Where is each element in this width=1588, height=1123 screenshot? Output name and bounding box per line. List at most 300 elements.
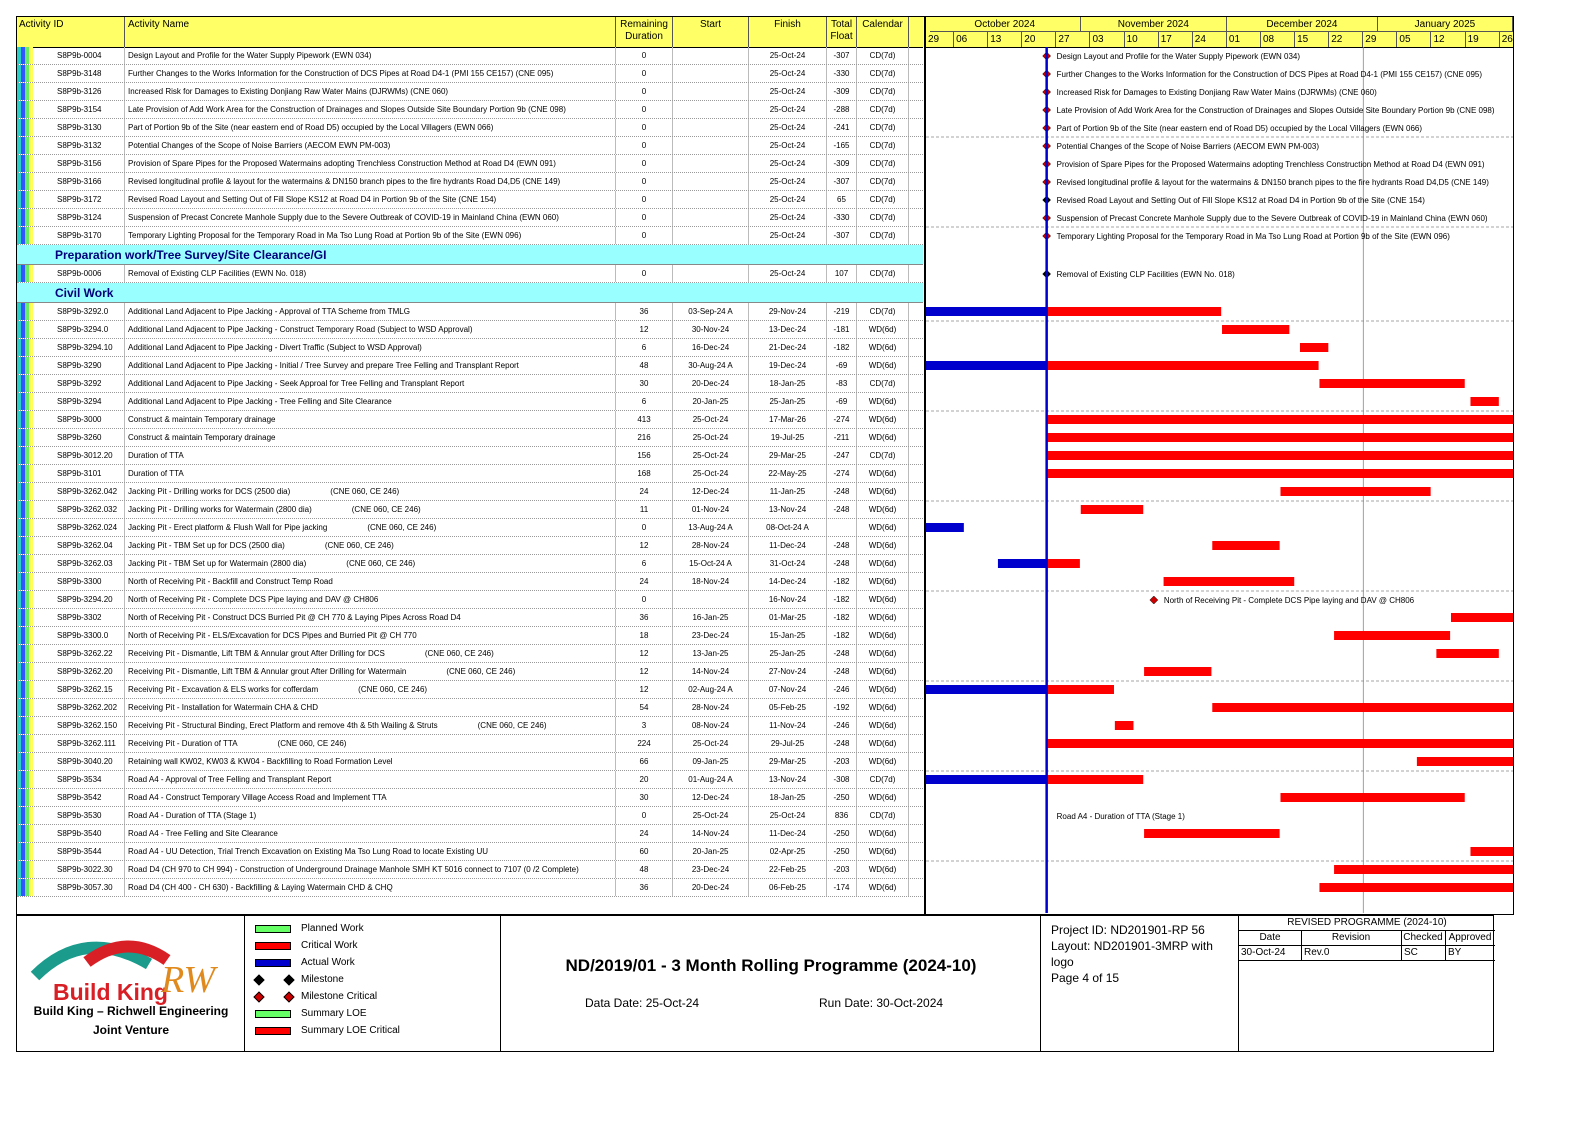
calendar: WD(6d) (857, 861, 909, 878)
table-row[interactable] (17, 825, 923, 843)
finish-date: 25-Oct-24 (749, 191, 827, 208)
table-row[interactable] (17, 393, 923, 411)
legend-label: Actual Work (301, 957, 355, 968)
table-row[interactable] (17, 303, 923, 321)
finish-date: 31-Oct-24 (749, 555, 827, 572)
revision-title: REVISED PROGRAMME (2024-10) (1239, 916, 1495, 931)
critical-work-bar (1144, 829, 1280, 838)
calendar: CD(7d) (857, 771, 909, 788)
critical-work-bar (1470, 397, 1498, 406)
calendar: CD(7d) (857, 807, 909, 824)
start-date: 30-Nov-24 (673, 321, 749, 338)
timescale-week: 24 (1193, 32, 1227, 47)
finish-date: 25-Jan-25 (749, 393, 827, 410)
table-row[interactable] (17, 807, 923, 825)
finish-date: 11-Dec-24 (749, 825, 827, 842)
total-float: -241 (827, 119, 857, 136)
activity-id: S8P9b-3300 (33, 573, 125, 590)
finish-date: 25-Oct-24 (749, 227, 827, 244)
finish-date: 25-Oct-24 (749, 265, 827, 282)
table-row[interactable] (17, 537, 923, 555)
activity-id: S8P9b-3156 (33, 155, 125, 172)
start-date: 12-Dec-24 (673, 789, 749, 806)
rev-checked: SC (1404, 947, 1418, 958)
activity-name (125, 555, 616, 572)
activity-id: S8P9b-3534 (33, 771, 125, 788)
finish-date: 25-Oct-24 (749, 155, 827, 172)
timescale-week: 27 (1056, 32, 1090, 47)
critical-work-bar (1470, 847, 1513, 856)
critical-work-bar (1164, 577, 1295, 586)
activity-id: S8P9b-3530 (33, 807, 125, 824)
col-header-id[interactable]: Activity ID (17, 17, 125, 47)
finish-date: 25-Oct-24 (749, 83, 827, 100)
activity-id: S8P9b-0006 (33, 265, 125, 282)
table-row[interactable] (17, 609, 923, 627)
activity-id: S8P9b-3294.10 (33, 339, 125, 356)
activity-table (17, 17, 923, 914)
activity-id: S8P9b-3262.03 (33, 555, 125, 572)
wbs-band[interactable] (17, 283, 923, 303)
wbs-band-label: Preparation work/Tree Survey/Site Clearance/GI (55, 248, 327, 262)
table-row[interactable] (17, 771, 923, 789)
activity-reference: (CNE 060, CE 246) (351, 505, 421, 514)
timescale-month: October 2024 (930, 17, 1081, 32)
activity-name (125, 483, 616, 500)
bar-label: Potential Changes of the Scope of Noise Barriers (AECOM EWN PM-003) (1056, 142, 1319, 151)
table-row[interactable] (17, 137, 923, 155)
start-date: 13-Aug-24 A (673, 519, 749, 536)
remaining-duration: 224 (616, 735, 673, 752)
activity-name: Road D4 (CH 970 to CH 994) - Construction of Underground Drainage Manhole SMH KT 5016 connect to 7107 (0 /2 Complete) (125, 861, 616, 878)
table-row[interactable] (17, 65, 923, 83)
bar-label: North of Receiving Pit - Complete DCS Pipe laying and DAV @ CH806 (1163, 596, 1415, 605)
timescale-month: November 2024 (1081, 17, 1227, 32)
remaining-duration: 12 (616, 321, 673, 338)
rev-number: Rev.0 (1304, 947, 1330, 958)
legend-milestone-swatch (255, 976, 291, 984)
table-row[interactable] (17, 375, 923, 393)
critical-work-bar (1436, 649, 1498, 658)
total-float: -203 (827, 753, 857, 770)
calendar: WD(6d) (857, 753, 909, 770)
legend-item (255, 990, 377, 1004)
table-row[interactable] (17, 155, 923, 173)
total-float: -174 (827, 879, 857, 896)
activity-reference: (CNE 060, CE 246) (330, 487, 400, 496)
legend-label: Summary LOE (301, 1008, 367, 1019)
calendar: CD(7d) (857, 137, 909, 154)
activity-name: Revised Road Layout and Setting Out of Fill Slope KS12 at Road D4 in Portion 9b of the Site (CNE 154) (125, 191, 616, 208)
calendar: CD(7d) (857, 209, 909, 226)
total-float: -307 (827, 173, 857, 190)
col-header-name[interactable]: Activity Name (125, 17, 616, 47)
calendar: WD(6d) (857, 609, 909, 626)
critical-work-bar (1047, 559, 1080, 568)
activity-name (125, 501, 616, 518)
programme-title: ND/2019/01 - 3 Month Rolling Programme (2024-10) (565, 956, 977, 975)
legend-item (255, 1007, 367, 1021)
start-date: 20-Dec-24 (673, 879, 749, 896)
remaining-duration: 12 (616, 645, 673, 662)
total-float: 65 (827, 191, 857, 208)
activity-name: Part of Portion 9b of the Site (near eastern end of Road D5) occupied by the Local Villagers (EWN 066) (125, 119, 616, 136)
start-date: 09-Jan-25 (673, 753, 749, 770)
timescale-month: January 2025 (1378, 17, 1513, 32)
critical-work-bar (1047, 307, 1222, 316)
remaining-duration: 0 (616, 101, 673, 118)
timescale-week: 22 (1329, 32, 1363, 47)
activity-name-text: Receiving Pit - Dismantle, Lift TBM & Annular grout After Drilling for Watermain (128, 667, 407, 676)
calendar: WD(6d) (857, 501, 909, 518)
timescale-header (926, 17, 1514, 48)
finish-date: 15-Jan-25 (749, 627, 827, 644)
activity-name: Late Provision of Add Work Area for the Construction of Drainages and Slopes Outside Site Boundary Portion 9b (CNE 098) (125, 101, 616, 118)
activity-name-text: Jacking Pit - Drilling works for DCS (2500 dia) (128, 487, 291, 496)
remaining-duration: 0 (616, 227, 673, 244)
timescale-week: 03 (1091, 32, 1125, 47)
finish-date: 25-Oct-24 (749, 209, 827, 226)
activity-id: S8P9b-3262.150 (33, 717, 125, 734)
table-row[interactable] (17, 879, 923, 897)
total-float: 107 (827, 265, 857, 282)
col-header-calendar[interactable]: Calendar (857, 17, 909, 47)
activity-id: S8P9b-3148 (33, 65, 125, 82)
activity-id: S8P9b-3292 (33, 375, 125, 392)
table-row[interactable] (17, 339, 923, 357)
bar-label: Revised Road Layout and Setting Out of Fill Slope KS12 at Road D4 in Portion 9b of the Site (CNE 154) (1056, 196, 1425, 205)
bar-label: Part of Portion 9b of the Site (near eastern end of Road D5) occupied by the Local Villagers (EWN 066) (1056, 124, 1423, 133)
col-header-total-float[interactable]: Total Float (827, 17, 857, 47)
finish-date: 18-Jan-25 (749, 789, 827, 806)
table-row[interactable] (17, 119, 923, 137)
table-row[interactable] (17, 265, 923, 283)
start-date (673, 227, 749, 244)
finish-date: 19-Jul-25 (749, 429, 827, 446)
logo-box (17, 916, 245, 1051)
start-date: 30-Aug-24 A (673, 357, 749, 374)
start-date: 25-Oct-24 (673, 807, 749, 824)
milestone-critical (1150, 596, 1158, 604)
legend (245, 916, 501, 1051)
critical-work-bar (1417, 757, 1513, 766)
schedule-sheet (16, 16, 1514, 1074)
table-row[interactable] (17, 47, 923, 65)
start-date (673, 137, 749, 154)
critical-work-bar (1047, 361, 1319, 370)
legend-swatch (255, 1027, 291, 1035)
table-row[interactable] (17, 717, 923, 735)
calendar: WD(6d) (857, 321, 909, 338)
activity-id: S8P9b-3012.20 (33, 447, 125, 464)
calendar: WD(6d) (857, 789, 909, 806)
table-row[interactable] (17, 645, 923, 663)
critical-work-bar (1047, 451, 1513, 460)
start-date (673, 65, 749, 82)
start-date (673, 101, 749, 118)
activity-id: S8P9b-3040.20 (33, 753, 125, 770)
bar-label: Increased Risk for Damages to Existing Donjiang Raw Water Mains (DJRWMs) (CNE 060) (1056, 88, 1377, 97)
total-float: -274 (827, 411, 857, 428)
total-float: -330 (827, 209, 857, 226)
remaining-duration: 12 (616, 663, 673, 680)
footer (16, 915, 1494, 1052)
activity-id: S8P9b-3101 (33, 465, 125, 482)
total-float: -274 (827, 465, 857, 482)
calendar: CD(7d) (857, 447, 909, 464)
legend-item (255, 922, 364, 936)
critical-work-bar (1280, 487, 1430, 496)
table-row[interactable] (17, 519, 923, 537)
legend-label: Milestone (301, 974, 344, 985)
activity-id: S8P9b-3540 (33, 825, 125, 842)
total-float: -247 (827, 447, 857, 464)
activity-name: Road A4 - Construct Temporary Village Access Road and Implement TTA (125, 789, 616, 806)
bar-label: Provision of Spare Pipes for the Proposed Watermains adopting Trenchless Construction Method at Road D4 (EWN 091) (1056, 160, 1485, 169)
table-row[interactable] (17, 573, 923, 591)
calendar: WD(6d) (857, 717, 909, 734)
table-row[interactable] (17, 209, 923, 227)
activity-name (125, 663, 616, 680)
table-row[interactable] (17, 627, 923, 645)
remaining-duration: 0 (616, 173, 673, 190)
remaining-duration: 24 (616, 825, 673, 842)
table-row[interactable] (17, 357, 923, 375)
timescale-week: 08 (1261, 32, 1295, 47)
table-row[interactable] (17, 483, 923, 501)
start-date: 02-Aug-24 A (673, 681, 749, 698)
logo-name-1: Build King (53, 979, 168, 1005)
remaining-duration: 18 (616, 627, 673, 644)
activity-name (125, 681, 616, 698)
col-header-start[interactable]: Start (673, 17, 749, 47)
calendar: WD(6d) (857, 627, 909, 644)
total-float: -248 (827, 483, 857, 500)
activity-id: S8P9b-3057.30 (33, 879, 125, 896)
finish-date: 25-Oct-24 (749, 137, 827, 154)
remaining-duration: 6 (616, 339, 673, 356)
critical-work-bar (1319, 883, 1513, 892)
calendar: WD(6d) (857, 591, 909, 608)
table-row[interactable] (17, 591, 923, 609)
start-date: 25-Oct-24 (673, 411, 749, 428)
table-row[interactable] (17, 227, 923, 245)
critical-work-bar (1212, 703, 1513, 712)
total-float: -250 (827, 825, 857, 842)
remaining-duration: 0 (616, 519, 673, 536)
project-info (1041, 916, 1239, 1051)
total-float: -307 (827, 47, 857, 64)
remaining-duration: 36 (616, 879, 673, 896)
finish-date: 29-Nov-24 (749, 303, 827, 320)
calendar: WD(6d) (857, 519, 909, 536)
critical-work-bar (1047, 415, 1513, 424)
legend-label: Milestone Critical (301, 991, 378, 1002)
calendar: CD(7d) (857, 119, 909, 136)
remaining-duration: 20 (616, 771, 673, 788)
activity-id: S8P9b-0004 (33, 47, 125, 64)
remaining-duration: 6 (616, 393, 673, 410)
total-float: -203 (827, 861, 857, 878)
remaining-duration: 0 (616, 65, 673, 82)
critical-work-bar (1334, 631, 1450, 640)
activity-name-text: Jacking Pit - TBM Set up for Watermain (2800 dia) (128, 559, 307, 568)
total-float: -246 (827, 681, 857, 698)
total-float: -246 (827, 717, 857, 734)
critical-work-bar (1319, 379, 1464, 388)
wbs-band-label: Civil Work (55, 286, 114, 300)
start-date: 25-Oct-24 (673, 429, 749, 446)
calendar: WD(6d) (857, 339, 909, 356)
total-float: -211 (827, 429, 857, 446)
legend-label: Summary LOE Critical (301, 1025, 400, 1036)
legend-swatch (255, 942, 291, 950)
activity-name: Removal of Existing CLP Facilities (EWN No. 018) (125, 265, 616, 282)
total-float: -248 (827, 555, 857, 572)
start-date (673, 47, 749, 64)
remaining-duration: 0 (616, 807, 673, 824)
calendar: CD(7d) (857, 265, 909, 282)
legend-label: Critical Work (301, 940, 358, 951)
finish-date: 16-Nov-24 (749, 591, 827, 608)
activity-reference: (CNE 060, CE 246) (324, 541, 394, 550)
critical-work-bar (1047, 433, 1513, 442)
table-row[interactable] (17, 789, 923, 807)
table-header (17, 17, 923, 48)
activity-id: S8P9b-3124 (33, 209, 125, 226)
remaining-duration: 54 (616, 699, 673, 716)
table-row[interactable] (17, 843, 923, 861)
activity-name-text: Receiving Pit - Duration of TTA (128, 739, 238, 748)
logo-caption: Build King – Richwell Engineering Joint Venture (33, 1004, 229, 1037)
title-box (501, 916, 1041, 1051)
finish-date: 29-Mar-25 (749, 447, 827, 464)
activity-name (125, 717, 616, 734)
bar-label: Late Provision of Add Work Area for the Construction of Drainages and Slopes Outside Site Boundary Portion 9b (CNE 098) (1056, 106, 1495, 115)
finish-date: 25-Oct-24 (749, 119, 827, 136)
activity-id: S8P9b-3172 (33, 191, 125, 208)
start-date: 16-Jan-25 (673, 609, 749, 626)
start-date: 12-Dec-24 (673, 483, 749, 500)
timescale-week: 12 (1432, 32, 1466, 47)
finish-date: 25-Jan-25 (749, 645, 827, 662)
finish-date: 25-Oct-24 (749, 173, 827, 190)
legend-label: Planned Work (301, 923, 364, 934)
remaining-duration: 24 (616, 483, 673, 500)
total-float: -307 (827, 227, 857, 244)
remaining-duration: 48 (616, 357, 673, 374)
timescale-week: 20 (1022, 32, 1056, 47)
col-header-remaining[interactable]: Remaining Duration (616, 17, 673, 47)
table-row[interactable] (17, 429, 923, 447)
timescale-week: 29 (926, 32, 954, 47)
start-date: 08-Nov-24 (673, 717, 749, 734)
activity-id: S8P9b-3262.04 (33, 537, 125, 554)
activity-id: S8P9b-3300.0 (33, 627, 125, 644)
total-float: -308 (827, 771, 857, 788)
table-row[interactable] (17, 753, 923, 771)
activity-id: S8P9b-3262.042 (33, 483, 125, 500)
activity-id: S8P9b-3130 (33, 119, 125, 136)
total-float: -250 (827, 789, 857, 806)
activity-name: Road A4 - UU Detection, Trial Trench Excavation on Existing Ma Tso Lung Road to locate Existing UU (125, 843, 616, 860)
calendar: CD(7d) (857, 83, 909, 100)
activity-id: S8P9b-3000 (33, 411, 125, 428)
activity-id: S8P9b-3154 (33, 101, 125, 118)
calendar: WD(6d) (857, 537, 909, 554)
activity-name: North of Receiving Pit - ELS/Excavation for DCS Pipes and Burried Pit @ CH 770 (125, 627, 616, 644)
finish-date: 25-Oct-24 (749, 101, 827, 118)
calendar: WD(6d) (857, 699, 909, 716)
table-row[interactable] (17, 101, 923, 119)
calendar: WD(6d) (857, 465, 909, 482)
total-float: -309 (827, 155, 857, 172)
actual-work-bar (926, 775, 1047, 784)
critical-work-bar (1334, 865, 1513, 874)
table-row[interactable] (17, 465, 923, 483)
total-float: -248 (827, 735, 857, 752)
table-row[interactable] (17, 321, 923, 339)
calendar: WD(6d) (857, 735, 909, 752)
table-row[interactable] (17, 735, 923, 753)
calendar: WD(6d) (857, 429, 909, 446)
actual-work-bar (926, 361, 1047, 370)
gantt-bars (926, 47, 1513, 913)
finish-date: 22-May-25 (749, 465, 827, 482)
activity-name: Further Changes to the Works Information for the Construction of DCS Pipes at Road D4-1 (PMI 155 CE157) (CNE 095) (125, 65, 616, 82)
total-float: -219 (827, 303, 857, 320)
activity-id: S8P9b-3262.15 (33, 681, 125, 698)
rev-header-revision: Revision (1301, 930, 1402, 960)
table-row[interactable] (17, 83, 923, 101)
total-float: -309 (827, 83, 857, 100)
start-date: 03-Sep-24 A (673, 303, 749, 320)
activity-reference: (CNE 060, CE 246) (446, 667, 516, 676)
total-float: -83 (827, 375, 857, 392)
table-row[interactable] (17, 681, 923, 699)
table-row[interactable] (17, 861, 923, 879)
table-row[interactable] (17, 663, 923, 681)
critical-work-bar (1212, 541, 1279, 550)
activity-name: Increased Risk for Damages to Existing Donjiang Raw Water Mains (DJRWMs) (CNE 060) (125, 83, 616, 100)
bar-label: Design Layout and Profile for the Water Supply Pipework (EWN 034) (1056, 52, 1301, 61)
remaining-duration: 0 (616, 591, 673, 608)
calendar: WD(6d) (857, 681, 909, 698)
start-date: 20-Jan-25 (673, 393, 749, 410)
table-row[interactable] (17, 699, 923, 717)
table-row[interactable] (17, 447, 923, 465)
activity-id: S8P9b-3262.032 (33, 501, 125, 518)
table-row[interactable] (17, 191, 923, 209)
col-header-finish[interactable]: Finish (749, 17, 827, 47)
bar-label: Removal of Existing CLP Facilities (EWN No. 018) (1056, 270, 1235, 279)
table-row[interactable] (17, 501, 923, 519)
legend-milestone-swatch (255, 993, 291, 1001)
activity-name: North of Receiving Pit - Backfill and Construct Temp Road (125, 573, 616, 590)
wbs-band[interactable] (17, 245, 923, 265)
activity-reference: (CNE 060, CE 246) (424, 649, 494, 658)
remaining-duration: 216 (616, 429, 673, 446)
project-id: Project ID: ND201901-RP 56 (1051, 923, 1205, 937)
activity-name: Additional Land Adjacent to Pipe Jacking - Initial / Tree Survey and prepare Tree Felling and Transplant Report (125, 357, 616, 374)
table-row[interactable] (17, 411, 923, 429)
calendar: WD(6d) (857, 825, 909, 842)
table-row[interactable] (17, 555, 923, 573)
legend-swatch (255, 925, 291, 933)
legend-swatch (255, 959, 291, 967)
calendar: WD(6d) (857, 357, 909, 374)
table-row[interactable] (17, 173, 923, 191)
